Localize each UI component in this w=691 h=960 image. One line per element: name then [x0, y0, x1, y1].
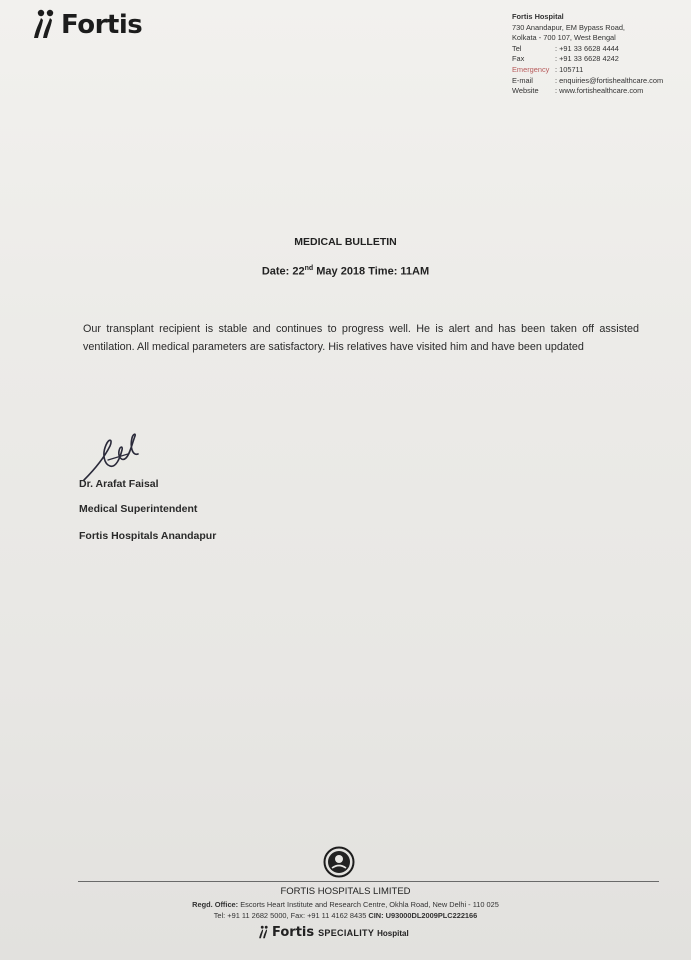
fortis-small-logo-icon: [258, 925, 270, 940]
footer-registered-office: Regd. Office: Escorts Heart Institute and Research Centre, Okhla Road, New Delhi - 110 025: [192, 900, 499, 909]
address-line: Kolkata - 700 107, West Bengal: [512, 33, 616, 43]
hospital-address-block: [512, 12, 663, 97]
signatory-role: Medical Superintendent: [79, 503, 198, 515]
footer-brand-hospital: Hospital: [377, 929, 409, 938]
fortis-logo: [32, 8, 142, 42]
contact-email: E-mail : enquiries@fortishealthcare.com: [512, 75, 664, 85]
hospital-name: Fortis Hospital: [512, 12, 564, 21]
contact-tel: Tel : +91 33 6628 4444: [512, 43, 619, 53]
fortis-logo-icon: [32, 8, 58, 42]
footer-brand-word: Fortis: [272, 925, 315, 940]
logo-wordmark: Fortis: [61, 10, 143, 40]
emblem-seal-icon: [323, 846, 355, 878]
contact-emergency: Emergency : 105711: [512, 64, 584, 74]
bulletin-title: MEDICAL BULLETIN: [294, 236, 397, 248]
signatory-organization: Fortis Hospitals Anandapur: [79, 530, 217, 542]
footer-contact-cin: Tel: +91 11 2682 5000, Fax: +91 11 4162 8435 CIN: U93000DL2009PLC222166: [213, 911, 478, 920]
address-line: 730 Anandapur, EM Bypass Road,: [512, 22, 625, 32]
footer-company-name: FORTIS HOSPITALS LIMITED: [280, 886, 411, 897]
contact-website: Website : www.fortishealthcare.com: [512, 86, 644, 96]
signature-icon: [80, 424, 160, 486]
bulletin-date: Date: 22nd May 2018 Time: 11AM: [261, 265, 430, 278]
footer-brand: [258, 925, 409, 940]
contact-fax: Fax : +91 33 6628 4242: [512, 54, 619, 64]
footer-brand-speciality: SPECIALITY: [318, 928, 375, 938]
signatory-name: Dr. Arafat Faisal: [79, 478, 159, 490]
bulletin-body: Our transplant recipient is stable and continues to progress well. He is alert and has been taken off assisted ventilation. All medical parameters are satisfactory. His relatives have visited him and have been updated: [83, 323, 639, 353]
footer-divider: [78, 881, 659, 882]
